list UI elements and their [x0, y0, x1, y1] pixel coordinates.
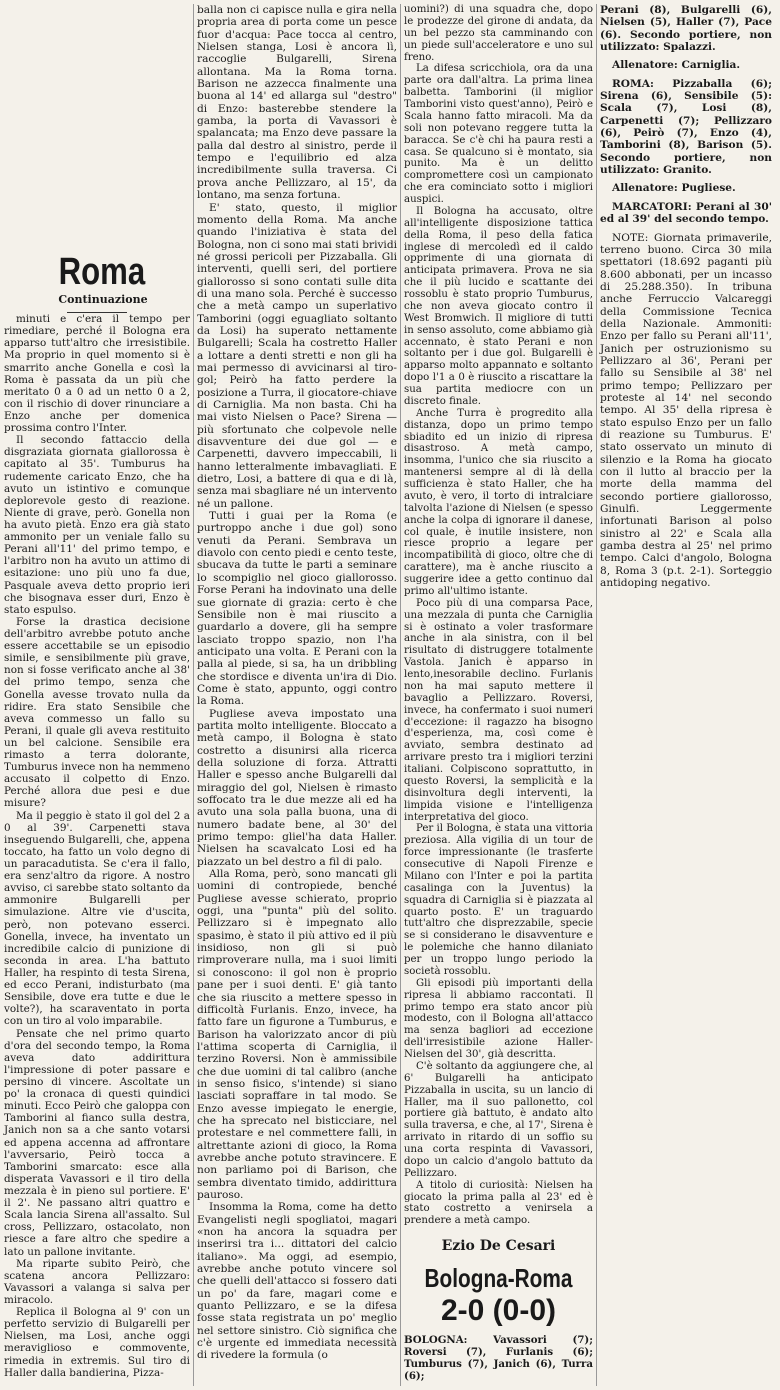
- paragraph: balla non ci capisce nulla e gira nella propria area di porta come un pesce fuor d'acqua: Pace tocca al centro, Nielsen stanga, Losi è ancora lì, raccoglie Bulgarelli, Sirena allontana. Ma la Roma torna. Barison ne azzecca finalmente una buona al 14' ed allarga sul "destro" di Enzo: basterebbe stendere la gamba, la porta di Vavassori è spalancata; ma Enzo deve passare la palla dal destro al sinistro, perde il tempo e l'equilibrio ed alza incredibilmente sulla traversa. Ci prova anche Pellizzaro, al 15', da lontano, ma senza fortuna.: [197, 4, 397, 202]
- paragraph: Tutti i guai per la Roma (e purtroppo anche i due gol) sono venuti da Perani. Sembrava un diavolo con cento piedi e cento teste, sbucava da tutte le parti a seminare lo scompiglio nel gioco giallorosso. Forse Perani ha indovinato una delle sue giornate di grazia: certo è che Sensibile non è mai riuscito a guardarlo a dovere, gli ha sempre lasciato troppo spazio, non l'ha anticipato una volta. E Perani con la palla al piede, si sa, ha un dribbling che stordisce e diventa un'ira di Dio. Come è stato, appunto, oggi contro la Roma.: [197, 510, 398, 708]
- paragraph: Il Bologna ha accusato, oltre all'intelligente disposizione tattica della Roma, il peso della fatica inglese di mercoledì ed il caldo opprimente di una giornata di anticipata primavera. Prova ne sia che il più lucido e scattante dei rossoblu è stato proprio Tumburus, che non aveva giocato contro il West Bromwich. Il migliore di tutti in senso assoluto, come abbiamo già accennato, è stato Perani e non soltanto per i due gol. Bulgarelli è apparso molto appannato e soltanto dopo l'1 a 0 è riuscito a riscattare la sua partita mediocre con un discreto finale.: [404, 205, 593, 407]
- column-4: [600, 4, 772, 589]
- lineup-roma: ROMA: Pizzaballa (6); Sirena (6), Sensibile (5): Scala (7), Losi (8), Carpenetti (7); Pellizzaro (6), Peirò (7), Enzo (4), Tamborini (8), Barison (5). Secondo portiere, non utilizzato: Granito.: [600, 77, 772, 177]
- section-headline: Roma: [58, 251, 146, 293]
- paragraph: Forse la drastica decisione dell'arbitro avrebbe potuto anche essere accettabile se un episodio simile, e sensibilmente più grave, non si fosse verificato anche al 38' del primo tempo, senza che Gonella avesse trovato nulla da ridire. Era stato Sensibile che aveva commesso un fallo su Perani, il quale gli aveva restituito un bel calcione. Sensibile era rimasto a terra dolorante, Tumburus invece non ha nemmeno accusato il colpetto di Enzo. Perché allora due pesi e due misure?: [4, 615, 190, 810]
- column-rule: [596, 4, 597, 1386]
- paragraph: E' stato, questo, il miglior momento della Roma. Ma anche quando l'iniziativa è stata del Bologna, non ci sono mai stati brividi né grossi pericoli per Pizzaballa. Gli interventi, quelli seri, del portiere giallorosso si sono contati sulle dita di una mano sola. Perché è successo che a metà campo un superlativo Tamborini (oggi eguagliato soltanto da Losi) ha superato nettamente Bulgarelli; Scala ha costretto Haller a lottare a denti stretti e non gli ha mai permesso di avvicinarsi al tiro-gol; Peirò ha fatto perdere la posizione a Turra, il giocatore-chiave di Carniglia. Ma non basta. Chi ha mai visto Nielsen o Pace? Sirena — più sfortunato che colpevole nelle disavventure dei due gol — e Carpenetti, davvero impeccabili, li hanno letteralmente imbavagliati. E dietro, Losi, a battere di qua e di là, senza mai sbagliare né un intervento né un pallone.: [197, 201, 397, 510]
- paragraph: La difesa scricchiola, ora da una parte ora dall'altra. La prima linea balbetta. Tamborini (il miglior Tamborini visto quest'anno), Peirò e Scala hanno fatto miracoli. Ma da soli non potevano reggere tutta la baracca. Se c'è chi ha paura resti a casa. Se qualcuno si è montato, sia punito. Ma è un delitto compromettere così un campionato che era cominciato sotto i migliori auspici.: [404, 63, 593, 205]
- paragraph: Per il Bologna, è stata una vittoria preziosa. Alla vigilia di un tour de force impressionante (le trasferte consecutive di Napoli Firenze e Milano con l'Inter e poi la partita casalinga con la Juventus) la squadra di Carniglia si è piazzata al quarto posto. E' un traguardo tutt'altro che disprezzabile, specie se si considerano le disavventure e le polemiche che hanno dilaniato per un troppo lungo periodo la società rossoblu.: [404, 823, 593, 977]
- paragraph: Pugliese aveva impostato una partita molto intelligente. Bloccato a metà campo, il Bologna è stato costretto a disunirsi alla ricerca della soluzione di forza. Attratti Haller e spesso anche Bulgarelli dal miraggio del gol, Nielsen è rimasto soffocato tra le due mezze ali ed ha avuto una sola palla buona, una di numero badate bene, al 30' del primo tempo: gliel'ha data Haller. Nielsen ha scavalcato Losi ed ha piazzato un bel destro a fil di palo.: [197, 707, 397, 868]
- lineup-bologna-continued: Perani (8), Bulgarelli (6), Nielsen (5), Haller (7), Pace (6). Secondo portiere, non utilizzato: Spalazzi.: [600, 4, 772, 54]
- paragraph: Alla Roma, però, sono mancati gli uomini di contropiede, benché Pugliese avesse schierato, proprio oggi, una "punta" più del solito. Pellizzaro si è impegnato allo spasimo, è stato il più attivo ed il più insidioso, non gli si può rimproverare nulla, ma i suoi limiti si conoscono: il gol non è proprio pane per i suoi denti. E' già tanto che sia riuscito a mettere spesso in difficoltà Furlanis. Enzo, invece, ha fatto fare un figurone a Tumburus, e Barison ha valorizzato ancor di più l'attima scoperta di Carniglia, il terzino Roversi. Non è ammissibile che due uomini di tal calibro (anche in senso fisico, s'intende) si siano lasciati sopraffare in tal modo. Se Enzo avesse impiegato le energie, che ha sprecato nel bisticciare, nel protestare e nel commettere falli, in altrettante azioni di gioco, la Roma avrebbe anche potuto stravincere. E non parliamo poi di Barison, che sembra diventato timido, addirittura pauroso.: [197, 868, 397, 1201]
- paragraph: Ma riparte subito Peirò, che scatena ancora Pellizzaro: Vavassori a valanga si salva per miracolo.: [4, 1257, 190, 1306]
- author-signature: Ezio De Cesari: [441, 1238, 556, 1255]
- match-notes: NOTE: Giornata primaverile, terreno buono. Circa 30 mila spettatori (18.692 paganti più 8.600 abbonati, per un incasso di 25.288.350). In tribuna anche Ferruccio Valcareggi della Commissione Tecnica della Nazionale. Ammoniti: Enzo per fallo su Perani all'11', Janich per ostruzionismo su Pellizzaro al 36', Perani per fallo su Sensibile al 38' nel primo tempo; Pellizzaro per proteste al 14' nel secondo tempo. Al 35' della ripresa è stato espulso Enzo per un fallo di reazione su Tumburus. E' stato osservato un minuto di silenzio e la Roma ha giocato con il lutto al braccio per la morte della mamma del secondo portiere giallorosso, Ginulfi. Leggermente infortunati Barison al polso sinistro al 22' e Scala alla gamba destra al 25' nel primo tempo. Calci d'angolo, Bologna 8, Roma 3 (p.t. 2-1). Sorteggio antidoping negativo.: [600, 231, 772, 590]
- paragraph: A titolo di curiosità: Nielsen ha giocato la prima palla al 23' ed è stato costretto a venirsela a prendere a metà campo.: [404, 1179, 593, 1227]
- continuation-label: Continuazione: [4, 294, 190, 313]
- scorers: MARCATORI: Perani al 30' ed al 39' del secondo tempo.: [600, 200, 772, 226]
- paragraph: Replica il Bologna al 9' con un perfetto servizio di Bulgarelli per Nielsen, ma Losi, anche oggi meraviglioso e commovente, rimedia in extremis. Sul tiro di Haller dalla bandierina, Pizza-: [4, 1306, 190, 1379]
- column-rule: [400, 4, 401, 1386]
- match-score: 2-0 (0-0): [440, 1294, 557, 1327]
- paragraph: Gli episodi più importanti della ripresa li abbiamo raccontati. Il primo tempo era stato ancor più modesto, con il Bologna all'attacco ma senza bagliori ad eccezione dell'irresistibile azione Haller-Nielsen del 30', già descritta.: [404, 977, 593, 1060]
- column-3: [404, 4, 593, 1383]
- paragraph: uomini?) di una squadra che, dopo le prodezze del girone di andata, da un bel pezzo sta camminando con un piede sull'acceleratore e uno sul freno.: [404, 4, 593, 63]
- column-rule: [193, 4, 194, 1386]
- paragraph: Poco più di una comparsa Pace, una mezzala di punta che Carniglia si è ostinato a voler trasformare anche in ala sinistra, con il bel risultato di distruggere totalmente Vastola. Janich è apparso in lento,inesorabile declino. Furlanis non ha mai saputo mettere il bavaglio a Pellizzaro. Roversi, invece, ha confermato i suoi numeri d'eccezione: il ragazzo ha bisogno d'esperienza, ma, così come è avviato, sembra destinato ad arrivare presto tra i migliori terzini italiani. Colpiscono soprattutto, in questo Roversi, la semplicità e la disinvoltura degli interventi, la limpida visione e l'intelligenza interpretativa del gioco.: [404, 597, 593, 823]
- column-1: [4, 250, 190, 1379]
- paragraph: C'è soltanto da aggiungere che, al 6' Bulgarelli ha anticipato Pizzaballa in uscita, su un lancio di Haller, ma il suo pallonetto, col portiere già battuto, è andato alto sulla traversa, e che, al 17', Sirena è arrivato in ritardo di un soffio su una corta respinta di Vavassori, dopo un calcio d'angolo battuto da Pellizzaro.: [404, 1060, 593, 1179]
- paragraph: Insomma la Roma, come ha detto Evangelisti negli spogliatoi, magari «non ha ancora la squadra per inserirsi tra i... dittatori del calcio italiano». Ma oggi, ad esempio, avrebbe anche potuto vincere sol che quelli dell'attacco si fossero dati un po' da fare, magari come e quanto Pellizzaro, e se la difesa fosse stata registrata un po' meglio nel settore sinistro. Ciò significa che c'è urgente ed immediata necessità di rivedere la formula (o: [197, 1201, 397, 1362]
- paragraph: Ma il peggio è stato il gol del 2 a 0 al 39'. Carpenetti stava inseguendo Bulgarelli, che, appena toccato, ha fatto un volo degno di un paracadutista. Se c'era il fallo, era senz'altro da rigore. A nostro avviso, ci sarebbe stato soltanto da ammonire Bulgarelli per simulazione. Altre vie d'uscita, però, non potevano esserci. Gonella, invece, ha inventato un incredibile calcio di punizione di seconda in area. L'ha battuto Haller, ha respinto di testa Sirena, ed ecco Perani, indisturbato (ma Sensibile, dove era tutte e due le volte?), ha scaraventato in porta con un tiro al volo imparabile.: [4, 809, 190, 1028]
- paragraph: Anche Turra è progredito alla distanza, dopo un primo tempo sbiadito ed un inizio di ripresa disastroso. A metà campo, insomma, l'unico che sia riuscito a mantenersi sempre al di là della sufficienza è stato Haller, che ha avuto, è vero, il torto di intralciare talvolta l'azione di Nielsen (e spesso anche la colpa di ignorare il danese, col quale, è inutile insistere, non riesce proprio a legare per incompatibilità di gioco, oltre che di carattere), ma è anche riuscito a suggerire idee a getto continuo dal primo all'ultimo istante.: [404, 407, 593, 597]
- coach-roma: Allenatore: Pugliese.: [612, 182, 736, 195]
- column-2: [197, 4, 397, 1362]
- coach-bologna: Allenatore: Carniglia.: [612, 59, 741, 72]
- paragraph: minuti e c'era il tempo per rimediare, perché il Bologna era apparso tutt'altro che irresistibile. Ma proprio in quel momento si è smarrito anche Gonella e così la Roma è passata da un più che meritato 0 a 0 ad un netto 0 a 2, con il rischio di dover rinunciare a Enzo anche per domenica prossima contro l'Inter.: [4, 313, 190, 435]
- lineup-bologna: BOLOGNA: Vavassori (7); Roversi (7), Furlanis (6); Tumburus (7), Janich (6), Turra (6);: [404, 1334, 593, 1382]
- match-title: Bologna-Roma: [424, 1263, 573, 1293]
- paragraph: Pensate che nel primo quarto d'ora del secondo tempo, la Roma aveva dato addirittura l'impressione di poter passare e persino di vincere. Ascoltate un po' la cronaca di questi quindici minuti. Ecco Peirò che galoppa con Tamborini al fianco sulla destra, Janich non sa a che santo votarsi ed appena accenna ad affrontare l'avversario, Peirò tocca a Tamborini smarcato: esce alla disperata Vavassori e il tiro della mezzala è in pieno sul portiere. E' il 2'. Ne passano altri quattro e Scala lancia Sirena all'assalto. Sul cross, Pellizzaro, ostacolato, non riesce a fare altro che spedire a lato un pallone invitante.: [4, 1027, 190, 1258]
- paragraph: Il secondo fattaccio della disgraziata giornata giallorossa è capitato al 35'. Tumburus ha rudemente caricato Enzo, che ha avuto un istintivo e comunque deplorevole gesto di reazione. Niente di grave, però. Gonella non ha avuto pietà. Enzo era già stato ammonito per un veniale fallo su Perani all'11' del primo tempo, e l'arbitro non ha avuto un attimo di esitazione: uno più uno fa due, Pasquale aveva detto proprio ieri che bisognava esser duri, Enzo è stato espulso.: [4, 434, 190, 616]
